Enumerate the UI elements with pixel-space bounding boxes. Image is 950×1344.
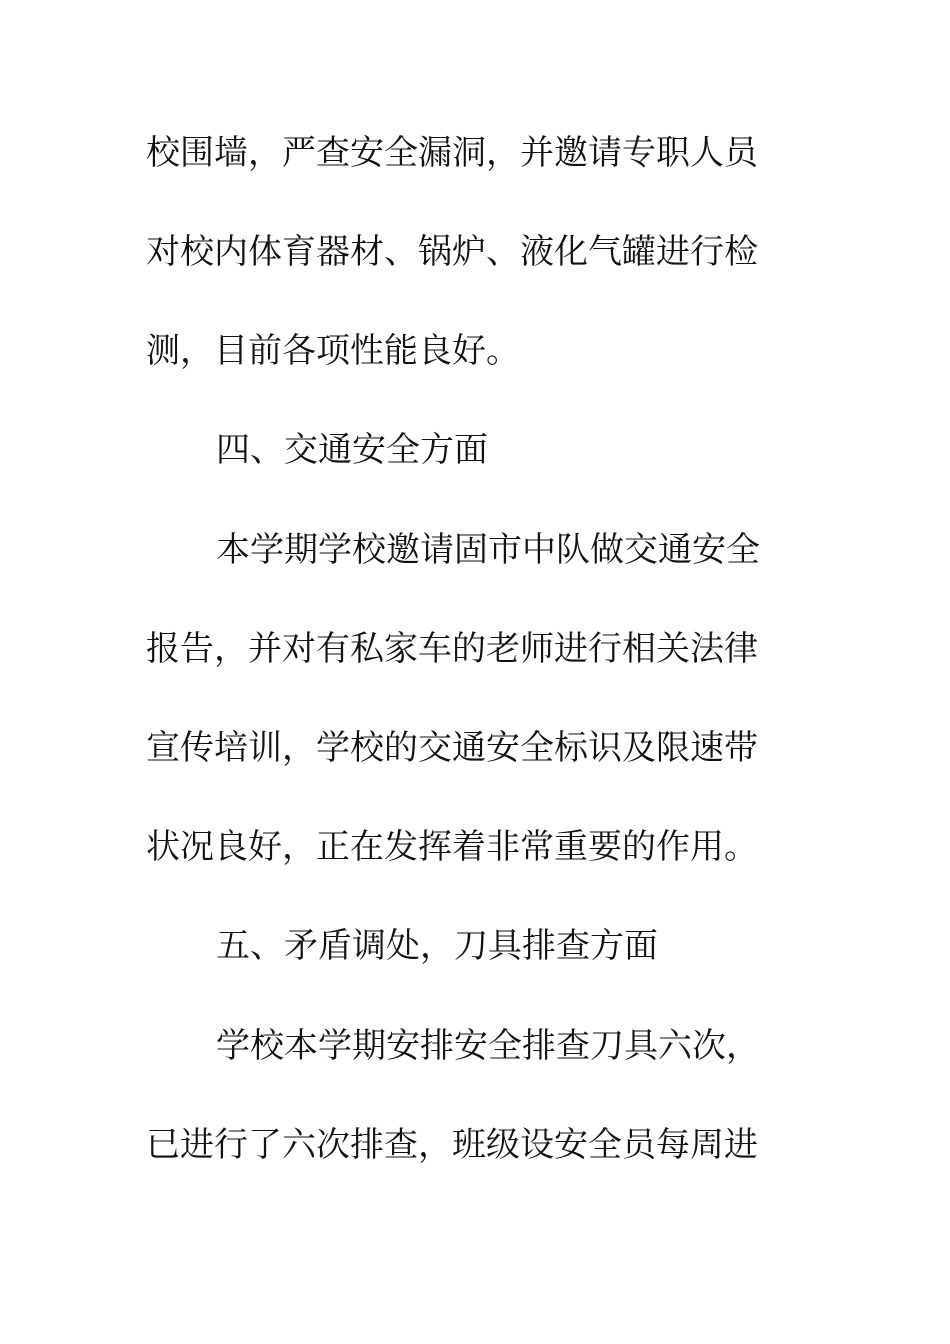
paragraph-line-10: 学校本学期安排安全排查刀具六次， [216, 1026, 760, 1066]
paragraph-line-11: 已进行了六次排查，班级设安全员每周进 [146, 1125, 758, 1165]
paragraph-line-2: 对校内体育器材、锅炉、液化气罐进行检 [146, 232, 758, 272]
paragraph-line-7: 宣传培训，学校的交通安全标识及限速带 [146, 728, 758, 768]
section-heading-traffic-safety: 四、交通安全方面 [216, 430, 488, 470]
paragraph-line-1: 校围墙，严查安全漏洞，并邀请专职人员 [146, 133, 758, 173]
paragraph-line-5: 本学期学校邀请固市中队做交通安全 [216, 530, 760, 570]
paragraph-line-6: 报告，并对有私家车的老师进行相关法律 [146, 629, 758, 669]
paragraph-line-3: 测，目前各项性能良好。 [146, 331, 520, 371]
paragraph-line-8: 状况良好，正在发挥着非常重要的作用。 [146, 827, 758, 867]
section-heading-conflict-knife-inspection: 五、矛盾调处，刀具排查方面 [216, 926, 658, 966]
